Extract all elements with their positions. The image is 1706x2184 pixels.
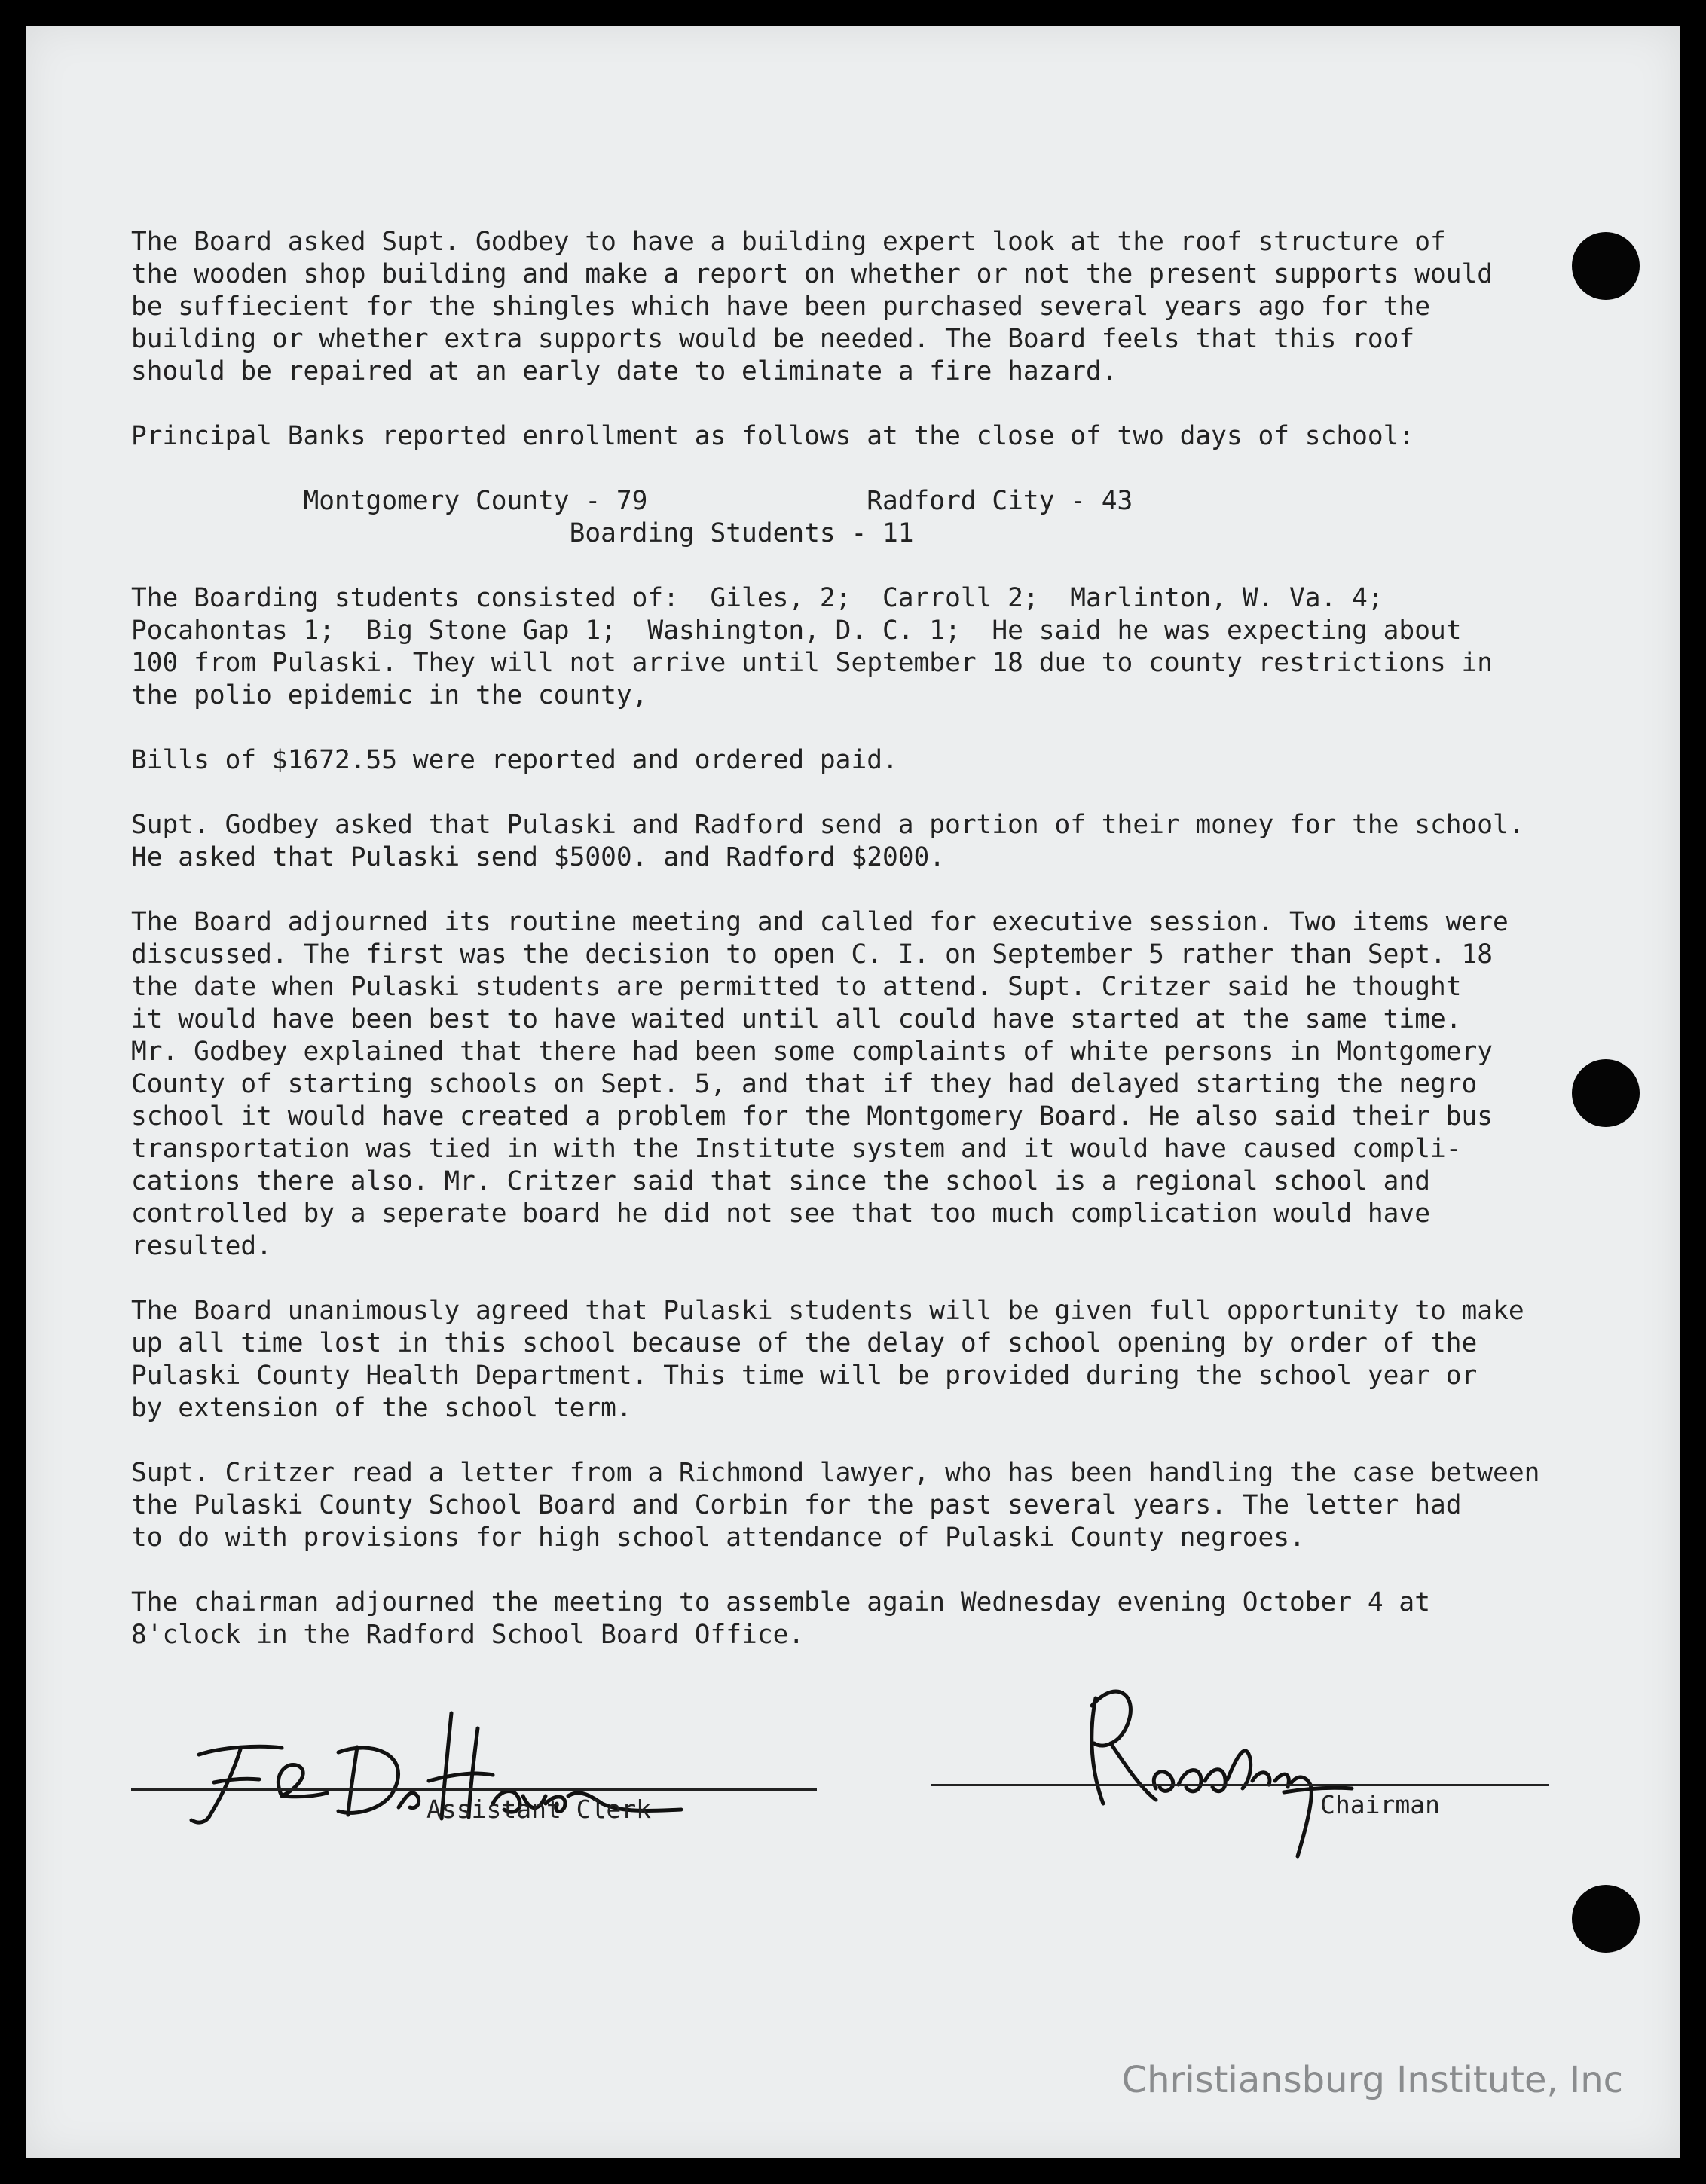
text-line: 8'clock in the Radford School Board Office.: [131, 1620, 805, 1650]
text-line: school it would have created a problem for the Montgomery Board. He also said their bus: [131, 1101, 1494, 1132]
text-line: The chairman adjourned the meeting to assemble again Wednesday evening October 4 at: [131, 1587, 1430, 1617]
text-line: The Board unanimously agreed that Pulaski students will be given full opportunity to make: [131, 1296, 1524, 1326]
text-line: County of starting schools on Sept. 5, and that if they had delayed starting the negro: [131, 1069, 1478, 1099]
text-line: building or whether extra supports would be needed. The Board feels that this roof: [131, 324, 1415, 354]
signature-block: [26, 26, 1680, 2158]
text-line: Supt. Critzer read a letter from a Richmond lawyer, who has been handling the case between: [131, 1458, 1540, 1488]
text-line: controlled by a seperate board he did not see that too much complication would have: [131, 1199, 1430, 1229]
text-line: be suffiecient for the shingles which have been purchased several years ago for the: [131, 292, 1430, 322]
text-line: up all time lost in this school because of the delay of school opening by order of the: [131, 1328, 1478, 1358]
text-line: should be repaired at an early date to eliminate a fire hazard.: [131, 356, 1117, 386]
text-line: 100 from Pulaski. They will not arrive until September 18 due to county restrictions in: [131, 648, 1494, 678]
chairman-label: Chairman: [1320, 1790, 1440, 1819]
signature-line: [131, 1788, 817, 1791]
chairman-signature: [1058, 1653, 1374, 1879]
text-line: Boarding Students - 11: [131, 518, 914, 548]
signature-line: [931, 1784, 1549, 1786]
text-line: The Boarding students consisted of: Giles, 2; Carroll 2; Marlinton, W. Va. 4;: [131, 583, 1383, 613]
text-line: by extension of the school term.: [131, 1393, 632, 1423]
text-line: The Board adjourned its routine meeting and called for executive session. Two items were: [131, 907, 1509, 937]
assistant-clerk-label: Assistant Clerk: [426, 1795, 652, 1824]
text-line: the date when Pulaski students are permitted to attend. Supt. Critzer said he thought: [131, 972, 1462, 1002]
text-line: resulted.: [131, 1231, 272, 1261]
text-line: Mr. Godbey explained that there had been some complaints of white persons in Montgomery: [131, 1037, 1494, 1067]
text-line: it would have been best to have waited until all could have started at the same time.: [131, 1004, 1462, 1034]
text-line: Supt. Godbey asked that Pulaski and Radford send a portion of their money for the school.: [131, 810, 1524, 840]
text-line: the polio epidemic in the county,: [131, 680, 648, 710]
text-line: Pulaski County Health Department. This time will be provided during the school year or: [131, 1361, 1478, 1391]
text-line: Bills of $1672.55 were reported and ordered paid.: [131, 745, 898, 775]
text-line: the Pulaski County School Board and Corbin for the past several years. The letter had: [131, 1490, 1462, 1520]
document-page: [26, 26, 1680, 2158]
text-line: Montgomery County - 79 Radford City - 43: [131, 486, 1133, 516]
text-line: transportation was tied in with the Institute system and it would have caused compli-: [131, 1134, 1462, 1164]
text-line: Principal Banks reported enrollment as follows at the close of two days of school:: [131, 421, 1415, 451]
text-line: He asked that Pulaski send $5000. and Radford $2000.: [131, 842, 946, 872]
watermark: Christiansburg Institute, Inc: [1121, 2059, 1623, 2101]
text-line: The Board asked Supt. Godbey to have a building expert look at the roof structure of: [131, 227, 1446, 257]
text-line: to do with provisions for high school attendance of Pulaski County negroes.: [131, 1523, 1305, 1553]
text-line: discussed. The first was the decision to open C. I. on September 5 rather than Sept. 18: [131, 939, 1494, 970]
text-line: the wooden shop building and make a report on whether or not the present supports would: [131, 259, 1494, 289]
text-line: cations there also. Mr. Critzer said that since the school is a regional school and: [131, 1166, 1430, 1196]
text-line: Pocahontas 1; Big Stone Gap 1; Washington, D. C. 1; He said he was expecting about: [131, 615, 1462, 646]
